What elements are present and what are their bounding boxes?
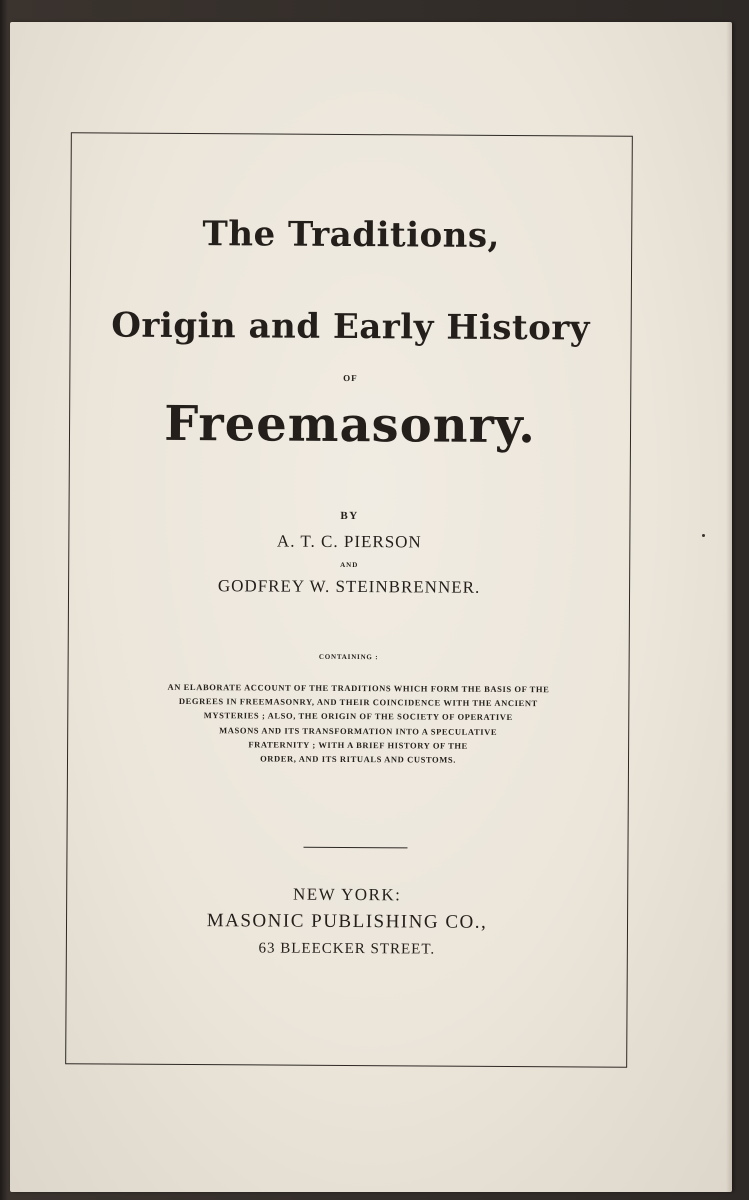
title-border-frame [65,132,633,1067]
author-pierson: A. T. C. PIERSON [276,531,422,552]
contents-line: ORDER, AND ITS RITUALS AND CUSTOMS. [260,753,456,765]
title-line-traditions: The Traditions, [202,214,501,256]
contents-line: MASONS AND ITS TRANSFORMATION INTO A SPECULATIVE [219,724,498,737]
contents-line: AN ELABORATE ACCOUNT OF THE TRADITIONS WHICH FORM THE BASIS OF THE [167,681,550,695]
title-page-content [66,133,632,1066]
author-steinbrenner: GODFREY W. STEINBRENNER. [217,576,481,597]
title-of: OF [343,372,358,384]
title-freemasonry: Freemasonry. [163,395,537,455]
containing-label: CONTAINING : [318,652,379,662]
contents-line: FRATERNITY ; WITH A BRIEF HISTORY OF THE [248,739,468,751]
imprint-publisher: MASONIC PUBLISHING CO., [206,910,488,933]
and-label: AND [340,560,359,570]
imprint-address: 63 BLEECKER STREET. [258,940,436,958]
imprint-city: NEW YORK: [292,884,402,905]
contents-line: DEGREES IN FREEMASONRY, AND THEIR COINCIDENCE WITH THE ANCIENT [178,696,538,709]
page-edge-shadow [726,22,732,1192]
divider-rule [303,847,407,849]
contents-description [138,680,579,768]
ink-speck [702,534,705,537]
book-page [10,22,732,1192]
contents-line: MYSTERIES ; ALSO, THE ORIGIN OF THE SOCIETY OF OPERATIVE [203,710,513,723]
title-line-origin: Origin and Early History [111,305,591,349]
by-label: BY [340,509,359,523]
